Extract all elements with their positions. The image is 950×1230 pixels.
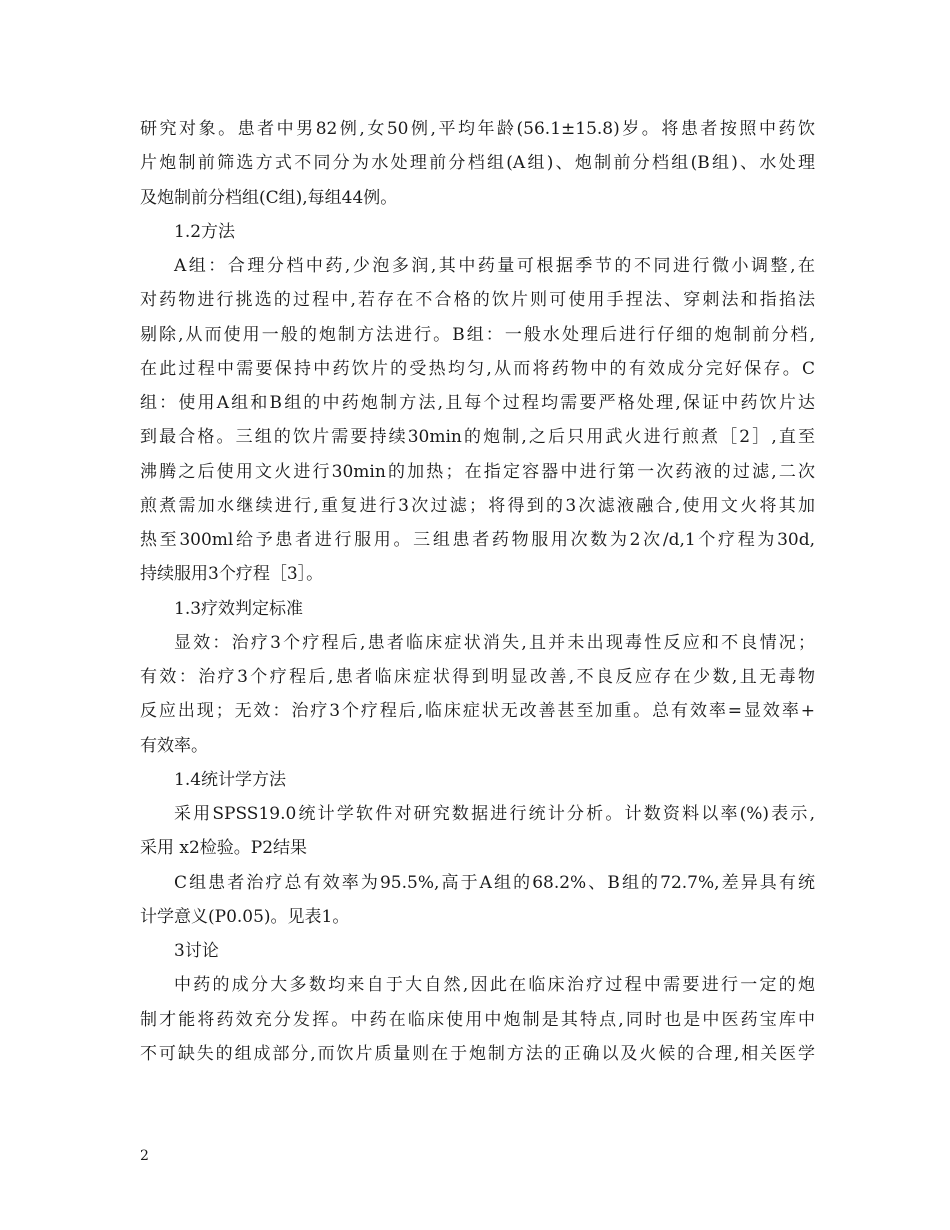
text-line: 不可缺失的组成部分,而饮片质量则在于炮制方法的正确以及火候的合理,相关医学 bbox=[140, 1043, 815, 1064]
page-number: 2 bbox=[140, 1148, 149, 1164]
text-line: 中药的成分大多数均来自于大自然,因此在临床治疗过程中需要进行一定的炮 bbox=[174, 975, 815, 996]
text-line: 有效率。 bbox=[140, 735, 208, 756]
text-line: A组：合理分档中药,少泡多润,其中药量可根据季节的不同进行微小调整,在 bbox=[174, 256, 815, 276]
text-line: 1.2方法 bbox=[174, 221, 236, 242]
text-line: 1.3疗效判定标准 bbox=[174, 598, 304, 619]
text-line: 组：使用A组和B组的中药炮制方法,且每个过程均需要严格处理,保证中药饮片达 bbox=[140, 393, 815, 413]
text-line: 沸腾之后使用文火进行30min的加热；在指定容器中进行第一次药液的过滤,二次 bbox=[140, 461, 815, 482]
text-line: 计学意义(P0.05)。见表1。 bbox=[140, 906, 350, 927]
document-body bbox=[140, 112, 815, 1071]
text-line: 3讨论 bbox=[174, 941, 219, 961]
text-line: 煎煮需加水继续进行,重复进行3次过滤；将得到的3次滤液融合,使用文火将其加 bbox=[140, 495, 815, 516]
text-line: 采用 x2检验。P2结果 bbox=[140, 838, 308, 859]
text-line: 热至300ml给予患者进行服用。三组患者药物服用次数为2次/d,1个疗程为30d, bbox=[140, 530, 815, 550]
text-line: 片炮制前筛选方式不同分为水处理前分档组(A组)、炮制前分档组(B组)、水处理 bbox=[140, 153, 815, 174]
text-line: 研究对象。患者中男82例,女50例,平均年龄(56.1±15.8)岁。将患者按照中药饮 bbox=[140, 119, 815, 139]
text-line: 到最合格。三组的饮片需要持续30min的炮制,之后只用武火进行煎煮［2］,直至 bbox=[140, 427, 815, 448]
text-line: 采用SPSS19.0统计学软件对研究数据进行统计分析。计数资料以率(%)表示, bbox=[174, 804, 815, 824]
text-line: 1.4统计学方法 bbox=[174, 769, 287, 790]
text-line: 剔除,从而使用一般的炮制方法进行。B组：一般水处理后进行仔细的炮制前分档, bbox=[140, 324, 815, 345]
text-line: 显效：治疗3个疗程后,患者临床症状消失,且并未出现毒性反应和不良情况； bbox=[174, 632, 815, 653]
text-line: 反应出现；无效：治疗3个疗程后,临床症状无改善甚至加重。总有效率=显效率+ bbox=[140, 701, 815, 722]
text-line: 对药物进行挑选的过程中,若存在不合格的饮片则可使用手捏法、穿刺法和指掐法 bbox=[140, 290, 815, 311]
text-line: 在此过程中需要保持中药饮片的受热均匀,从而将药物中的有效成分完好保存。C bbox=[140, 358, 815, 379]
text-line: 及炮制前分档组(C组),每组44例。 bbox=[140, 187, 398, 208]
text-line: 持续服用3个疗程［3］。 bbox=[140, 564, 324, 585]
text-line: 有效：治疗3个疗程后,患者临床症状得到明显改善,不良反应存在少数,且无毒物 bbox=[140, 667, 815, 687]
text-line: 制才能将药效充分发挥。中药在临床使用中炮制是其特点,同时也是中医药宝库中 bbox=[140, 1009, 815, 1030]
text-line: C组患者治疗总有效率为95.5%,高于A组的68.2%、B组的72.7%,差异具有统 bbox=[174, 872, 815, 893]
